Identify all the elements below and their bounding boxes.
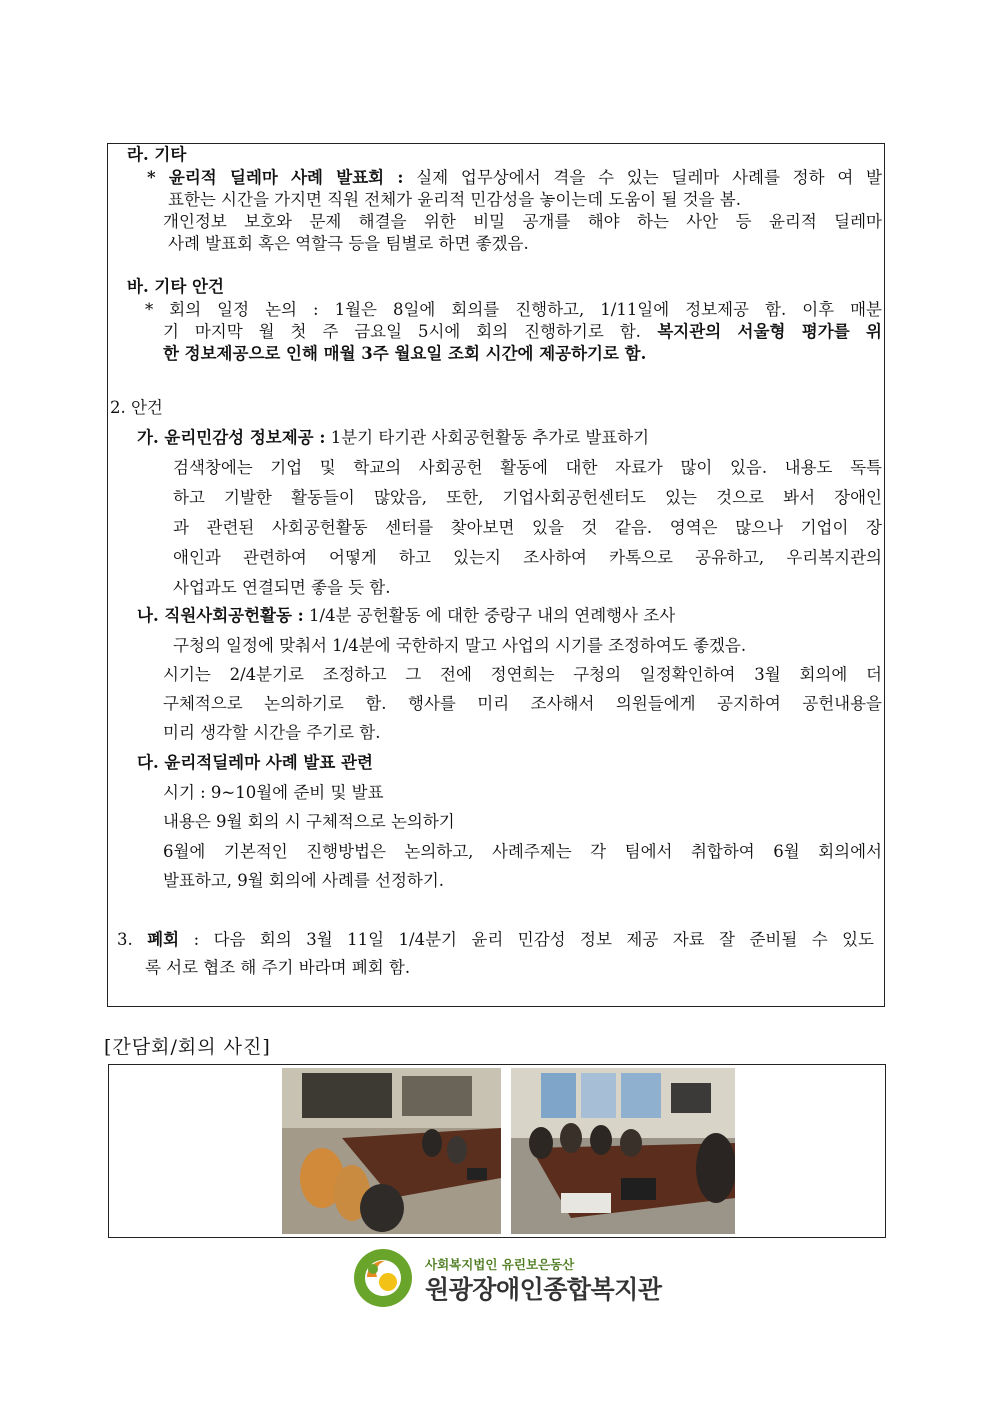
- ga-line1: 검색창에는 기업 및 학교의 사회공헌 활동에 대한 자료가 많이 있음. 내용도 독특: [173, 458, 882, 477]
- section-ga-heading: 가. 윤리민감성 정보제공 : 1분기 타기관 사회공헌활동 추가로 발표하기: [137, 428, 650, 447]
- agenda-heading: 2. 안건: [110, 398, 163, 417]
- ra-item-line1: * 윤리적 딜레마 사례 발표회 : 실제 업무상에서 격을 수 있는 딜레마 사례를 정하 여 발: [147, 168, 882, 187]
- logo-subtitle: 사회복지법인 유린보은동산: [425, 1257, 575, 1272]
- section-ra-heading: 라. 기타: [127, 145, 187, 164]
- section-ba-heading: 바. 기타 안건: [127, 277, 224, 296]
- meeting-photo-1: [282, 1068, 501, 1234]
- da-line4: 발표하고, 9월 회의에 사례를 선정하기.: [163, 871, 445, 890]
- ga-line4: 애인과 관련하여 어떻게 하고 있는지 조사하여 카톡으로 공유하고, 우리복지관의: [173, 548, 882, 567]
- ba-line3: 한 정보제공으로 인해 매월 3주 월요일 조회 시간에 제공하기로 함.: [163, 344, 647, 363]
- da-line3: 6월에 기본적인 진행방법은 논의하고, 사례주제는 각 팀에서 취합하여 6월 회의에서: [163, 842, 882, 861]
- ba-line1: * 회의 일정 논의 : 1월은 8일에 회의를 진행하고, 1/11일에 정보제공 함. 이후 매분: [145, 300, 882, 319]
- na-line2: 시기는 2/4분기로 조정하고 그 전에 정연희는 구청의 일정확인하여 3월 회의에 더: [163, 665, 882, 684]
- ra-item-line2: 표한는 시간을 가지면 직원 전체가 윤리적 민감성을 놓이는데 도움이 될 것을 봄.: [168, 190, 741, 209]
- section-na-heading: 나. 직원사회공헌활동 : 1/4분 공헌활동 에 대한 중랑구 내의 연례행사 조사: [137, 606, 676, 625]
- logo-emblem-icon: [347, 1247, 417, 1309]
- section-da-heading: 다. 윤리적딜레마 사례 발표 관련: [137, 753, 373, 772]
- ra-item-line4: 사례 발표회 혹은 역할극 등을 팀별로 하면 좋겠음.: [168, 234, 529, 253]
- ga-line2: 하고 기발한 활동들이 많았음, 또한, 기업사회공헌센터도 있는 것으로 봐서 장애인: [173, 488, 882, 507]
- ga-line3: 과 관련된 사회공헌활동 센터를 찾아보면 있을 것 같음. 영역은 많으나 기업이 장: [173, 518, 882, 537]
- ra-item-line3: 개인정보 보호와 문제 해결을 위한 비밀 공개를 해야 하는 사안 등 윤리적 딜레마: [163, 212, 882, 231]
- ba-line2: 기 마지막 월 첫 주 금요일 5시에 회의 진행하기로 함. 복지관의 서울형 평가를 위: [163, 322, 882, 341]
- da-line1: 시기 : 9~10월에 준비 및 발표: [163, 783, 384, 802]
- closing-line2: 록 서로 협조 해 주기 바라며 폐회 함.: [145, 958, 411, 977]
- closing-line1: 3. 폐회 : 다음 회의 3월 11일 1/4분기 윤리 민감성 정보 제공 자료 잘 준비될 수 있도: [117, 930, 874, 949]
- ga-line5: 사업과도 연결되면 좋을 듯 함.: [173, 578, 391, 597]
- photo-caption: [간담회/회의 사진]: [104, 1036, 271, 1058]
- na-line4: 미리 생각할 시간을 주기로 함.: [163, 723, 381, 742]
- na-line1: 구청의 일정에 맞춰서 1/4분에 국한하지 말고 사업의 시기를 조정하여도 좋겠음.: [173, 636, 747, 655]
- meeting-photo-2: [511, 1068, 735, 1234]
- na-line3: 구체적으로 논의하기로 함. 행사를 미리 조사해서 의원들에게 공지하여 공헌내용을: [163, 694, 882, 713]
- da-line2: 내용은 9월 회의 시 구체적으로 논의하기: [163, 812, 455, 831]
- logo-name: 원광장애인종합복지관: [425, 1275, 662, 1304]
